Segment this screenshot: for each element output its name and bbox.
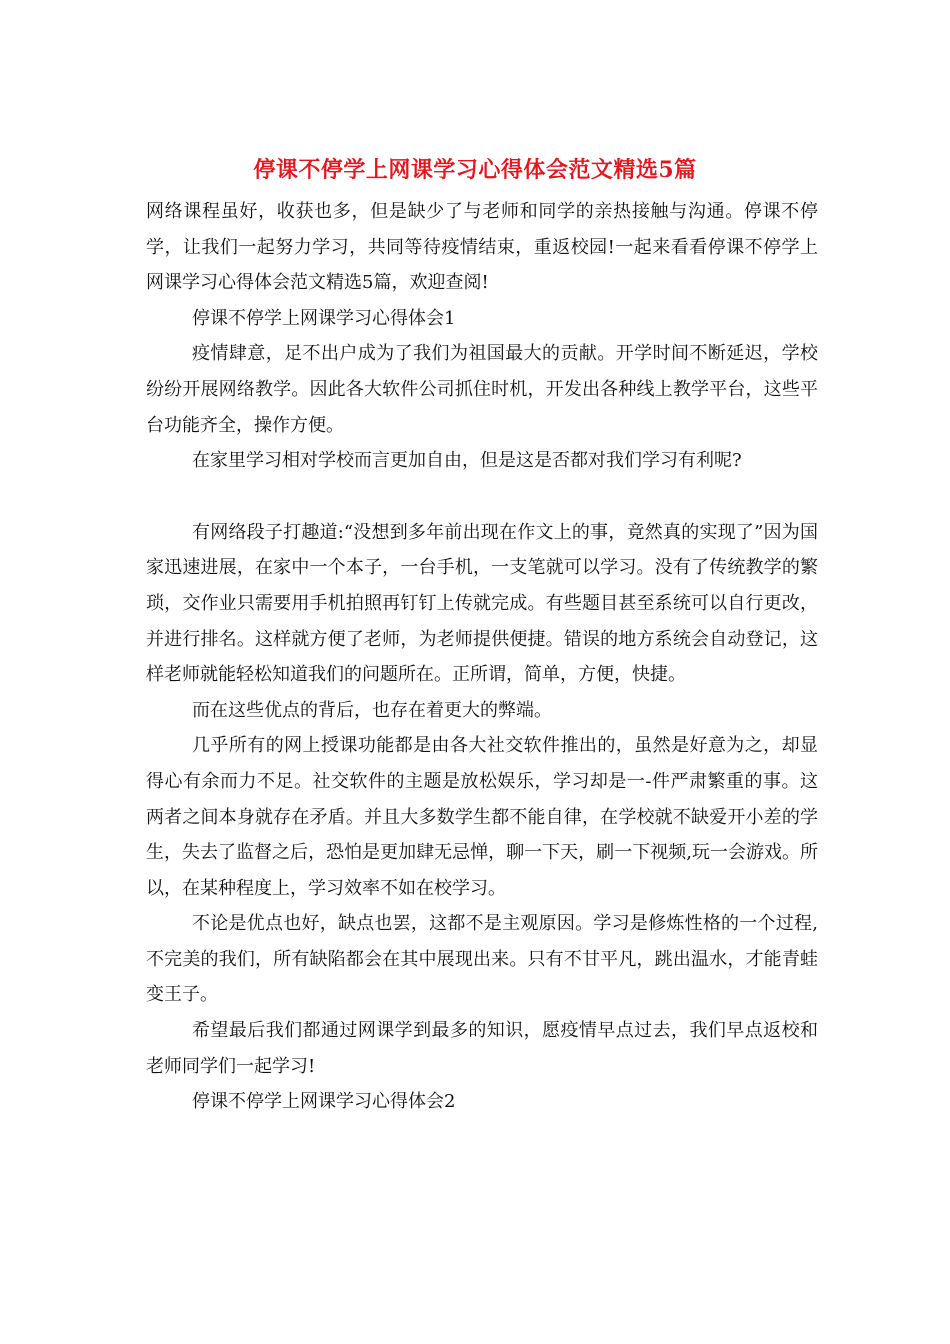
document-title: 停课不停学上网课学习心得体会范文精选5篇 <box>253 157 697 183</box>
body-paragraph: 而在这些优点的背后，也存在着更大的弊端。 <box>192 699 552 721</box>
body-paragraph: 疫情肆意，足不出户成为了我们为祖国最大的贡献。开学时间不断延迟，学校纷纷开展网络教学。因此各大软件公司抓住时机，开发出各种线上教学平台，这些平台功能齐全，操作方便。 <box>146 343 818 436</box>
section-heading-1: 停课不停学上网课学习心得体会1 <box>192 307 456 329</box>
body-paragraph: 有网络段子打趣道:“没想到多年前出现在作文上的事，竟然真的实现了”因为国家迅速进展，在家中一个本子，一台手机，一支笔就可以学习。没有了传统教学的繁琐，交作业只需要用手机拍照再钉钉上传就完成。有些题目甚至系统可以自行更改，并进行排名。这样就方便了老师，为老师提供便捷。错误的地方系统会自动登记，这样老师就能轻松知道我们的问题所在。正所谓，简单，方便，快捷。 <box>146 521 818 686</box>
body-paragraph: 几乎所有的网上授课功能都是由各大社交软件推出的，虽然是好意为之，却显得心有余而力不足。社交软件的主题是放松娱乐，学习却是一-件严肃繁重的事。这两者之间本身就存在矛盾。并且大多数学生都不能自律，在学校就不缺爱开小差的学生，失去了监督之后，恐怕是更加肆无忌惮，聊一下天，刷一下视频,玩一会游戏。所以，在某种程度上，学习效率不如在校学习。 <box>146 735 818 899</box>
intro-paragraph: 网络课程虽好，收获也多，但是缺少了与老师和同学的亲热接触与沟通。停课不停学，让我们一起努力学习，共同等待疫情结束，重返校园!一起来看看停课不停学上网课学习心得体会范文精选5篇，欢迎查阅! <box>146 201 818 294</box>
section-heading-2: 停课不停学上网课学习心得体会2 <box>192 1091 456 1113</box>
document-body <box>146 194 818 1120</box>
body-paragraph: 希望最后我们都通过网课学到最多的知识，愿疫情早点过去，我们早点返校和老师同学们一起学习! <box>146 1020 818 1077</box>
body-paragraph: 不论是优点也好，缺点也罢，这都不是主观原因。学习是修炼性格的一个过程,不完美的我们，所有缺陷都会在其中展现出来。只有不甘平凡，跳出温水，才能青蛙变王子。 <box>146 913 818 1006</box>
body-paragraph: 在家里学习相对学校而言更加自由，但是这是否都对我们学习有利呢? <box>192 450 742 472</box>
